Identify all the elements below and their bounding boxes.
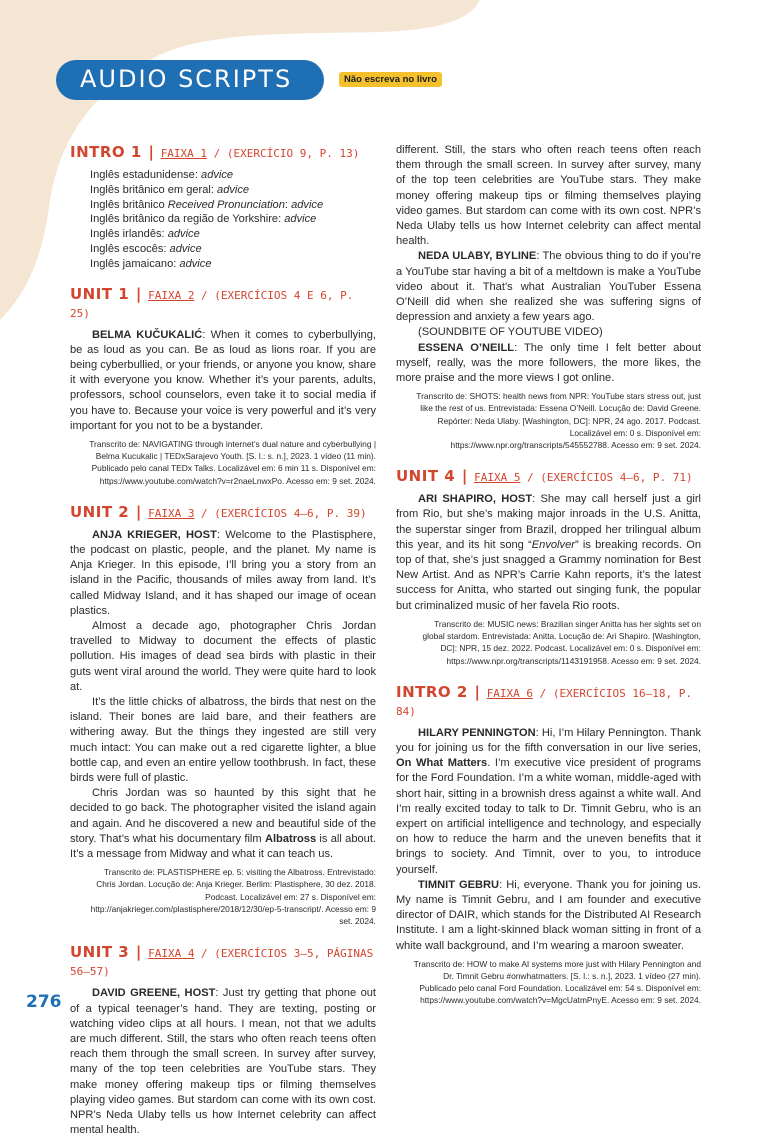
left-column bbox=[70, 143, 377, 1137]
transcript-paragraph: BELMA KUČUKALIĆ: When it comes to cyberbullying, be as loud as you can. Be as loud as lions roar. If you are being cyberbullied, or your friends, or anyone you know, share it with everyone you know. Whether it’s your parents, adults, professors, school counselors, even take it to social media if you have to. Because your voice is very powerful and it’s very important for you not to be a bystander. bbox=[70, 328, 376, 432]
accent-line: Inglês britânico da região de Yorkshire: advice bbox=[90, 213, 317, 226]
page-title: AUDIO SCRIPTS bbox=[80, 65, 293, 93]
accent-list bbox=[70, 168, 376, 272]
accent-line: Inglês britânico Received Pronunciation: advice bbox=[90, 198, 324, 211]
section-heading-intro2: INTRO 2 | FAIXA 6 / (EXERCÍCIOS 16–18, P. 84) bbox=[396, 682, 692, 718]
transcript-paragraph-start: DAVID GREENE, HOST: Just try getting that phone out of a typical teenager’s hand. They are texting, posting or watching video clips at all hours. I mean, not that we adults are much different. Still, the stars who often reach teens often reach them through the small screen. In survey after survey, many of the top teen celebrities are YouTube stars. They make money offering makeup tips or filming themselves playing video games. But stardom can come with its own cost. NPR’s Neda Ulaby tells us how Internet celebrity can affect mental health. bbox=[70, 987, 376, 1137]
section-title-pill bbox=[56, 60, 324, 100]
track-link[interactable]: FAIXA 2 bbox=[148, 288, 195, 302]
transcript-paragraph: ARI SHAPIRO, HOST: She may call herself just a girl from Rio, but she’s making major inroads in the U.S. Anitta, the superstar singer from Brazil, dropped her trilingual album this year, and its hit song “Envolver” is breaking records. On top of that, she’s just snagged a Grammy nomination for Best New Artist. And as NPR’s Carrie Kahn reports, it’s the latest success for Anitta, who started out singing funk, the popular but criminalized music of her favela Rio roots. bbox=[396, 493, 701, 612]
section-heading-unit3: UNIT 3 | FAIXA 4 / (EXERCÍCIOS 3–5, PÁGINAS 56–57) bbox=[70, 943, 374, 979]
track-link[interactable]: FAIXA 6 bbox=[486, 686, 534, 700]
soundbite-note: (SOUNDBITE OF YOUTUBE VIDEO) bbox=[418, 326, 603, 339]
section-heading-unit2: UNIT 2 | FAIXA 3 / (EXERCÍCIOS 4–6, P. 39) bbox=[70, 502, 367, 521]
source-citation: Transcrito de: HOW to make AI systems more just with Hilary Pennington and Dr. Timnit Gebru #onwhatmatters. [S. l.: s. n.], 2023. 1 vídeo (27 min). Publicado pelo canal Ford Foundation. Localizável em: 54 s. Disponível em: https://www.youtube.com/watch?v=MgcUatmPnyE. Acesso em: 9 set. 2024. bbox=[413, 958, 701, 1006]
source-citation: Transcrito de: SHOTS: health news from NPR: YouTube stars stress out, just like the rest of us. Entrevistada: Essena O’Neill. Locução de: David Greene. Repórter: Neda Ulaby. [Washington, DC]: NPR, 24 ago. 2017. Podcast. Localizável em: 0 s. Disponível em: https://www.npr.org/transcripts/545552788. Acesso em: 9 set. 2024. bbox=[416, 391, 701, 451]
section-heading-intro1: INTRO 1 | FAIXA 1 / (EXERCÍCIO 9, P. 13) bbox=[70, 143, 360, 161]
accent-line: Inglês irlandês: advice bbox=[90, 228, 200, 241]
accent-line: Inglês britânico em geral: advice bbox=[90, 183, 250, 196]
page-number: 276 bbox=[26, 992, 62, 1012]
section-heading-unit4: UNIT 4 | FAIXA 5 / (EXERCÍCIOS 4–6, P. 71) bbox=[396, 467, 693, 486]
source-citation: Transcrito de: NAVIGATING through internet’s dual nature and cyberbullying | Belma Kucukalic | TEDxSarajevo Youth. [S. l.: s. n.], 2023. 1 vídeo (11 min). Publicado pelo canal TEDx Talks. Localizável em: 6 min 11 s. Disponível em: https://www.youtube.com/watch?v=r2naeLnwxPo. Acesso em: 9 set. 2024. bbox=[89, 439, 376, 486]
track-link[interactable]: FAIXA 5 bbox=[474, 471, 521, 485]
track-link[interactable]: FAIXA 4 bbox=[148, 947, 195, 961]
accent-line: Inglês escocês: advice bbox=[90, 242, 202, 255]
accent-line: Inglês jamaicano: advice bbox=[90, 257, 212, 270]
track-link[interactable]: FAIXA 3 bbox=[148, 506, 195, 520]
transcript-paragraph: NEDA ULABY, BYLINE: The obvious thing to do if you’re a YouTube star having a bit of a meltdown is make a YouTube video about it. That’s what Australian YouTuber Essena O’Neill did when she realized she was suffering signs of depression and anxiety a few years ago. bbox=[396, 250, 701, 324]
accent-line: Inglês estadunidense: advice bbox=[90, 169, 234, 181]
track-link[interactable]: FAIXA 1 bbox=[160, 147, 208, 160]
transcript-paragraph: ESSENA O’NEILL: The only time I felt better about myself, really, was the more followers, the more likes, the more praise and the more views I got online. bbox=[396, 341, 701, 385]
transcript-paragraph: ANJA KRIEGER, HOST: Welcome to the Plastisphere, the podcast on plastic, people, and the planet. My name is Anja Krieger. In this episode, I’ll bring you a story from an island in the Pacific, thousands of miles away from land. It’s called Midway Island, and it has shaped our image of ocean plastics. bbox=[70, 528, 377, 617]
section-heading-unit1: UNIT 1 | FAIXA 2 / (EXERCÍCIOS 4 E 6, P. 25) bbox=[70, 284, 354, 320]
transcript-paragraph: Almost a decade ago, photographer Chris Jordan travelled to Midway to document the effects of plastic pollution. His images of dead sea birds with plastic in their guts went viral around the world. They were quite hard to look at. bbox=[70, 620, 376, 693]
transcript-paragraph: Chris Jordan was so haunted by this sight that he decided to go back. The photographer visited the island again and again. And he discovered a new and beautiful side of the story. That’s what his documentary film Albatross is all about. It’s a message from Midway and what it can teach us. bbox=[70, 787, 376, 861]
transcript-paragraph: HILARY PENNINGTON: Hi, I’m Hilary Pennington. Thank you for joining us for the fifth conversation in our live series, On What Matters. I’m executive vice president of programs for the Ford Foundation. I’m a white woman, middle-aged with short hair, sitting in a brownish dress against a white wall. And I’m really excited today to talk to Dr. Timnit Gebru, who is an expert on artificial intelligence and technology, and especially on how to reduce the harm and the uneven benefits that it brings to society. And Timnit, over to you, to introduce yourself. bbox=[396, 726, 702, 876]
do-not-write-notice: Não escreva no livro bbox=[339, 72, 442, 87]
source-citation: Transcrito de: MUSIC news: Brazilian singer Anitta has her sights set on global stardom. Entrevistada: Anitta. Locução de: Ari Shapiro. [Washington, DC]: NPR, 15 dez. 2022. Podcast. Localizável em: 0 s. Disponível em: https://www.npr.org/transcripts/1143191958. Acesso em: 9 set. 2024. bbox=[422, 618, 701, 666]
source-citation: Transcrito de: PLASTISPHERE ep. 5: visiting the Albatross. Entrevistado: Chris Jordan. Locução de: Anja Krieger. Berlim: Plastisphere, 30 dez. 2018. Podcast. Localizável em: 27 s. Disponível em: http://anjakrieger.com/plastisphere/2018/12/30/ep-5-transcript/. Acesso em: 9 set. 2024. bbox=[90, 867, 376, 927]
transcript-paragraph: It’s the little chicks of albatross, the birds that nest on the island. Their bones are laid bare, and their feathers are withering away. But the things they ingested are still very much intact: You can make out a red cigarette lighter, a blue bottle cap, and even an entire yellow toothbrush. In fact, these birds were full of plastic. bbox=[70, 696, 376, 785]
transcript-paragraph-continued: different. Still, the stars who often reach teens often reach them through the small screen. In survey after survey, many of the top teen celebrities are YouTube stars. They make money offering makeup tips or filming themselves playing video games. But stardom can come with its own cost. NPR’s Neda Ulaby tells us how Internet celebrity can affect mental health. bbox=[396, 144, 701, 248]
right-column-content bbox=[396, 143, 701, 1023]
transcript-paragraph: TIMNIT GEBRU: Hi, everyone. Thank you for joining us. My name is Timnit Gebru, and I am founder and executive director of DAIR, which stands for the Distributed AI Research Institute. I am a light-skinned black woman sitting in front of a white wall background, and I’m wearing a maroon sweater. bbox=[396, 878, 701, 952]
